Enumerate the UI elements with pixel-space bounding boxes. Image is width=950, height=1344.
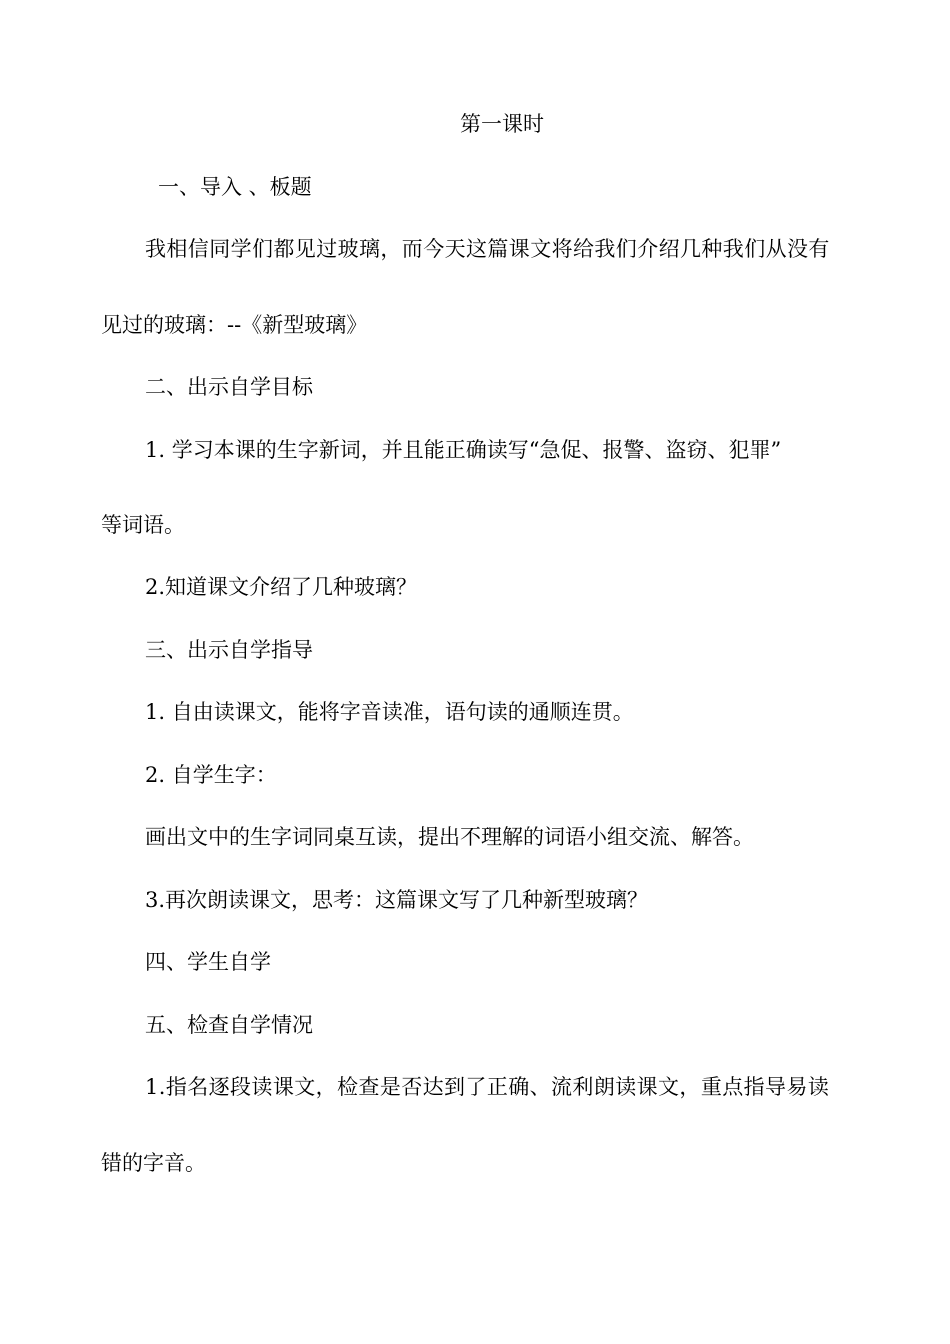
check-1-line-2: 错的字音。 bbox=[101, 1151, 206, 1175]
guidance-1: 1. 自由读课文，能将字音读准，语句读的通顺连贯。 bbox=[145, 700, 634, 724]
paragraph-intro-line-1: 我相信同学们都见过玻璃，而今天这篇课文将给我们介绍几种我们从没有 bbox=[145, 237, 830, 261]
lesson-title: 第一课时 bbox=[460, 112, 544, 136]
section-heading-intro: 一、导入 、板题 bbox=[158, 175, 312, 199]
section-heading-check: 五、检查自学情况 bbox=[145, 1013, 313, 1037]
goal-2: 2.知道课文介绍了几种玻璃？ bbox=[145, 575, 418, 599]
goal-1-line-2: 等词语。 bbox=[101, 513, 185, 537]
section-heading-guidance: 三、出示自学指导 bbox=[145, 638, 313, 662]
paragraph-intro-line-2: 见过的玻璃：--《新型玻璃》 bbox=[101, 313, 368, 337]
goal-1-line-1: 1. 学习本课的生字新词，并且能正确读写“急促、报警、盗窃、犯罪” bbox=[145, 438, 782, 462]
section-heading-self-study: 四、学生自学 bbox=[145, 950, 271, 974]
section-heading-goals: 二、出示自学目标 bbox=[145, 375, 313, 399]
check-1-line-1: 1.指名逐段读课文，检查是否达到了正确、流利朗读课文，重点指导易读 bbox=[145, 1075, 830, 1099]
guidance-3: 3.再次朗读课文，思考：这篇课文写了几种新型玻璃？ bbox=[145, 888, 649, 912]
guidance-2-detail: 画出文中的生字词同桌互读，提出不理解的词语小组交流、解答。 bbox=[145, 825, 754, 849]
guidance-2: 2. 自学生字： bbox=[145, 763, 277, 787]
